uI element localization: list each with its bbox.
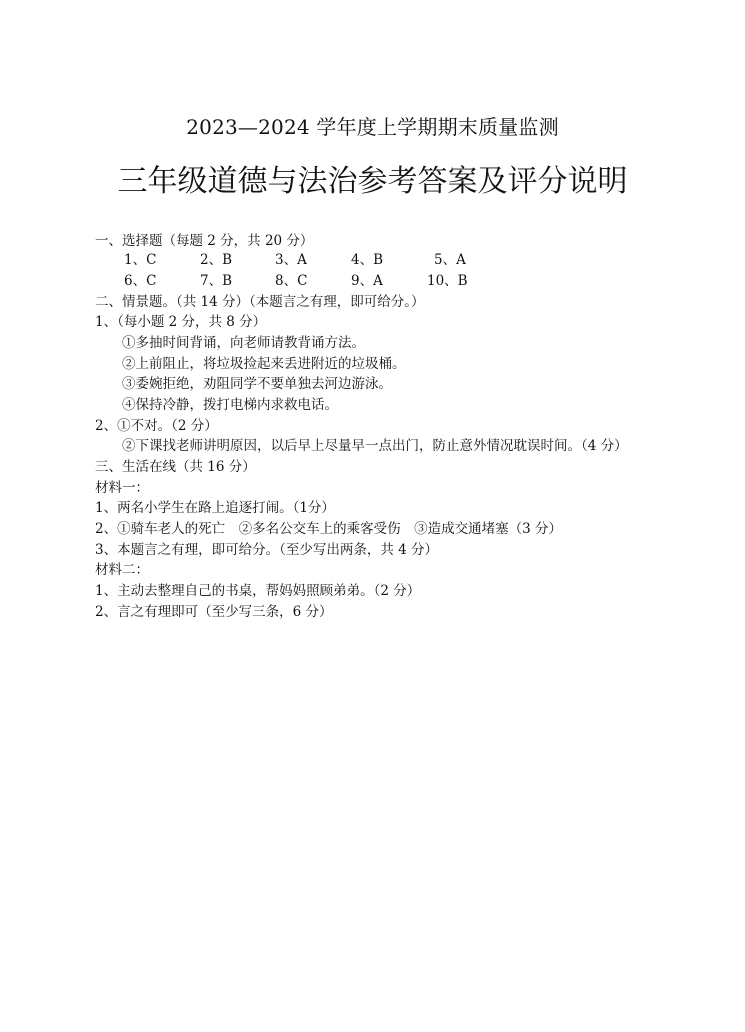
choice-answer: 8、C bbox=[275, 273, 308, 289]
choice-answer: 6、C bbox=[124, 273, 157, 289]
choice-answer: 5、A bbox=[434, 252, 466, 268]
choice-answer: 10、B bbox=[427, 273, 468, 289]
section-heading-choice: 一、选择题（每题 2 分，共 20 分） bbox=[95, 233, 314, 249]
answer-line: 1、两名小学生在路上追逐打闹。（1分） bbox=[95, 500, 335, 516]
material-label: 材料一： bbox=[95, 480, 149, 496]
choice-answer: 4、B bbox=[351, 252, 384, 268]
material-label: 材料二： bbox=[95, 562, 149, 578]
answer-line: 3、本题言之有理，即可给分。（至少写出两条，共 4 分） bbox=[95, 542, 439, 558]
section-heading-scenario: 二、情景题。（共 14 分）（本题言之有理，即可给分。） bbox=[95, 294, 425, 310]
answer-line: ②下课找老师讲明原因，以后早上尽量早一点出门，防止意外情况耽误时间。（4 分） bbox=[122, 438, 628, 454]
answer-line: 2、言之有理即可（至少写三条，6 分） bbox=[95, 604, 333, 620]
answer-line: ④保持冷静，拨打电梯内求救电话。 bbox=[122, 397, 338, 413]
answer-line: ②上前阻止，将垃圾捡起来丢进附近的垃圾桶。 bbox=[122, 356, 406, 372]
exam-title: 2023—2024 学年度上学期期末质量监测 bbox=[186, 115, 559, 139]
answer-line: ③委婉拒绝，劝阻同学不要单独去河边游泳。 bbox=[122, 376, 392, 392]
answer-line: ①多抽时间背诵，向老师请教背诵方法。 bbox=[122, 335, 365, 351]
page-title: 三年级道德与法治参考答案及评分说明 bbox=[117, 164, 628, 199]
question-answer: 2、①不对。（2 分） bbox=[95, 418, 218, 434]
choice-answer: 7、B bbox=[200, 273, 233, 289]
answer-line: 1、主动去整理自己的书桌，帮妈妈照顾弟弟。（2 分） bbox=[95, 583, 421, 599]
choice-answer: 3、A bbox=[275, 252, 307, 268]
choice-answer: 1、C bbox=[124, 252, 157, 268]
choice-answer: 2、B bbox=[200, 252, 233, 268]
section-heading-life: 三、生活在线（共 16 分） bbox=[95, 459, 256, 475]
question-heading: 1、（每小题 2 分，共 8 分） bbox=[95, 314, 267, 330]
answer-line: 2、①骑车老人的死亡 ②多名公交车上的乘客受伤 ③造成交通堵塞（3 分） bbox=[95, 521, 562, 537]
choice-answer: 9、A bbox=[351, 273, 383, 289]
